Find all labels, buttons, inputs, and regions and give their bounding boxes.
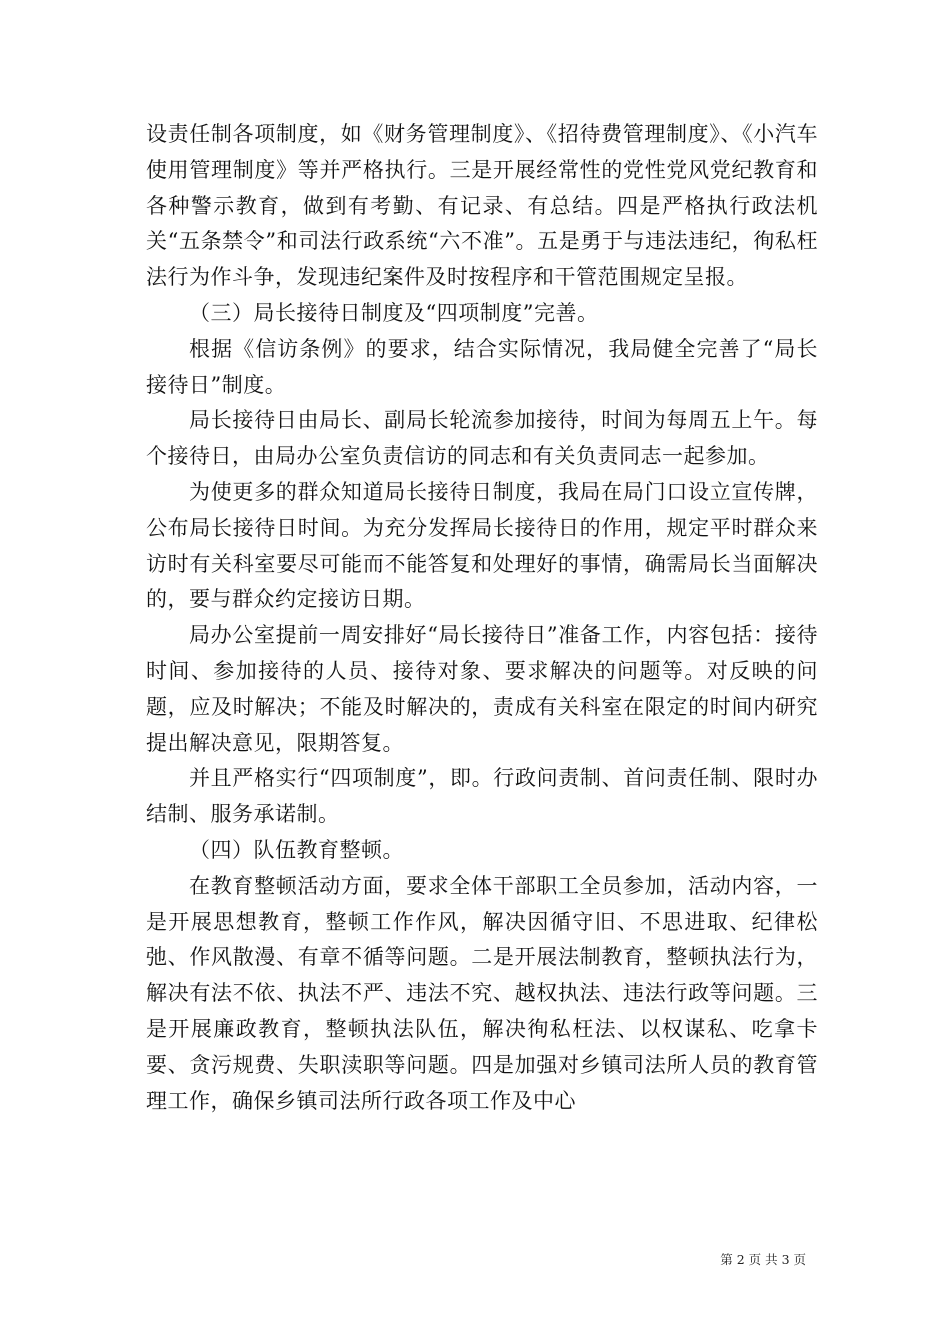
section-heading-3: （三）局长接待日制度及“四项制度”完善。: [189, 300, 599, 325]
paragraph: 根据《信访条例》的要求，结合实际情况，我局健全完善了“局长接待日”制度。: [146, 336, 818, 397]
document-body: [146, 117, 818, 1119]
paragraph: 局办公室提前一周安排好“局长接待日”准备工作，内容包括：接待时间、参加接待的人员、接待对象、要求解决的问题等。对反映的问题，应及时解决；不能及时解决的，责成有关科室在限定的时间内研究提出解决意见，限期答复。: [146, 623, 818, 755]
paragraph: 并且严格实行“四项制度”，即。行政问责制、首问责任制、限时办结制、服务承诺制。: [146, 766, 818, 827]
paragraph: 在教育整顿活动方面，要求全体干部职工全员参加，活动内容，一是开展思想教育，整顿工作作风，解决因循守旧、不思进取、纪律松弛、作风散漫、有章不循等问题。二是开展法制教育，整顿执法行为，解决有法不依、执法不严、违法不究、越权执法、违法行政等问题。三是开展廉政教育，整顿执法队伍，解决徇私枉法、以权谋私、吃拿卡要、贪污规费、失职渎职等问题。四是加强对乡镇司法所人员的教育管理工作，确保乡镇司法所行政各项工作及中心: [146, 873, 818, 1113]
paragraph: 局长接待日由局长、副局长轮流参加接待，时间为每周五上午。每个接待日，由局办公室负责信访的同志和有关负责同志一起参加。: [146, 408, 818, 469]
paragraph: 为使更多的群众知道局长接待日制度，我局在局门口设立宣传牌，公布局长接待日时间。为充分发挥局长接待日的作用，规定平时群众来访时有关科室要尽可能而不能答复和处理好的事情，确需局长当面解决的，要与群众约定接访日期。: [146, 479, 818, 612]
section-heading-4: （四）队伍教育整顿。: [189, 837, 404, 862]
page-number: 第 2 页 共 3 页: [720, 1252, 806, 1267]
paragraph-continued: 设责任制各项制度，如《财务管理制度》、《招待费管理制度》、《小汽车使用管理制度》等并严格执行。三是开展经常性的党性党风党纪教育和各种警示教育，做到有考勤、有记录、有总结。四是严格执行政法机关“五条禁令”和司法行政系统“六不准”。五是勇于与违法违纪，徇私枉法行为作斗争，发现违纪案件及时按程序和干管范围规定呈报。: [146, 122, 818, 290]
